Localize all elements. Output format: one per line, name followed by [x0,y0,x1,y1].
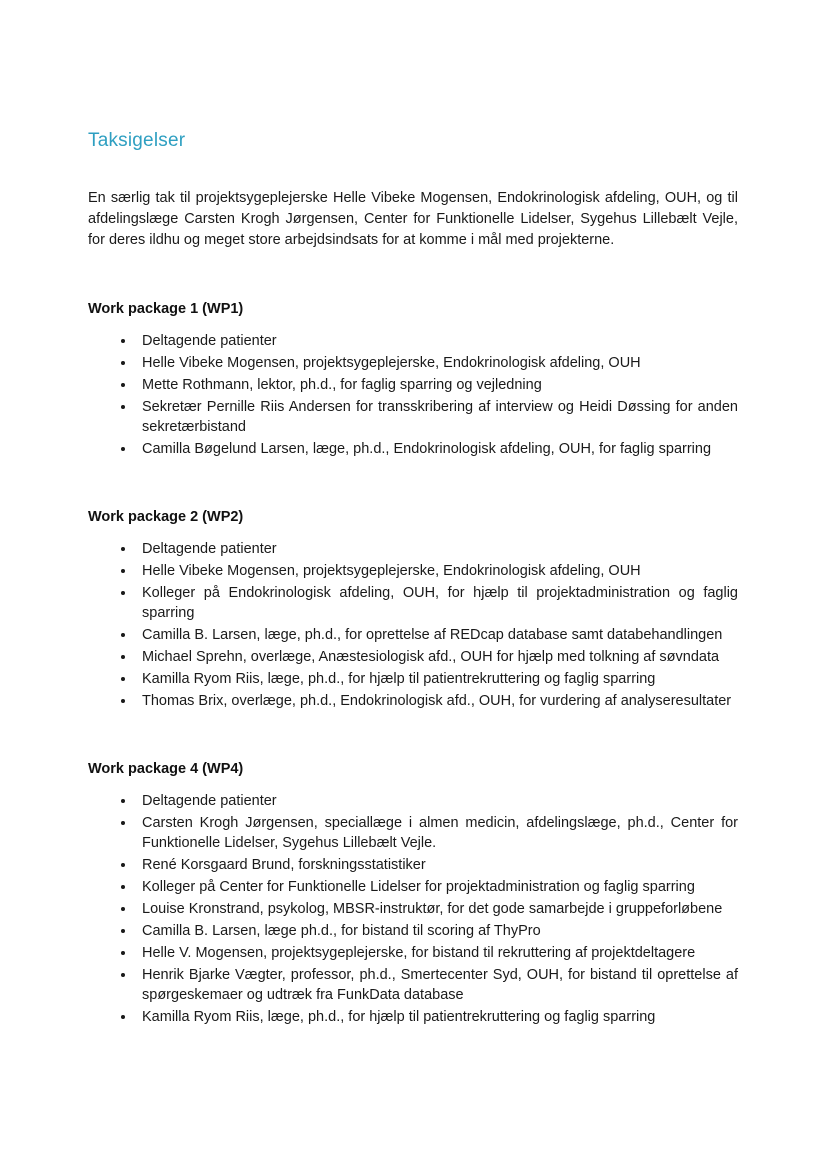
list-item: • Camilla B. Larsen, læge, ph.d., for oprettelse af REDcap database samt databehandlingen [136,625,738,645]
page-title: Taksigelser [88,130,186,151]
list-item: • Deltagende patienter [136,331,738,351]
list-item: • René Korsgaard Brund, forskningsstatistiker [136,855,738,875]
list-item: • Thomas Brix, overlæge, ph.d., Endokrinologisk afd., OUH, for vurdering af analyseresultater [136,691,738,711]
list-item: • Kamilla Ryom Riis, læge, ph.d., for hjælp til patientrekruttering og faglig sparring [136,669,738,689]
list-item: • Deltagende patienter [136,791,738,811]
section-wp1 [88,301,738,459]
list-item: • Michael Sprehn, overlæge, Anæstesiologisk afd., OUH for hjælp med tolkning af søvndata [136,647,738,667]
list-item: • Kamilla Ryom Riis, læge, ph.d., for hjælp til patientrekruttering og faglig sparring [136,1007,738,1027]
list-item: • Sekretær Pernille Riis Andersen for transskribering af interview og Heidi Døssing for anden sekretærbistand [136,397,738,437]
list-item: • Carsten Krogh Jørgensen, speciallæge i almen medicin, afdelingslæge, ph.d., Center for Funktionelle Lidelser, Sygehus Lillebælt Vejle. [136,813,738,853]
list-item: • Helle Vibeke Mogensen, projektsygeplejerske, Endokrinologisk afdeling, OUH [136,353,738,373]
list-item: • Camilla Bøgelund Larsen, læge, ph.d., Endokrinologisk afdeling, OUH, for faglig sparring [136,439,738,459]
list-item: • Camilla B. Larsen, læge ph.d., for bistand til scoring af ThyPro [136,921,738,941]
list-item: • Kolleger på Endokrinologisk afdeling, OUH, for hjælp til projektadministration og faglig sparring [136,583,738,623]
list-item: • Mette Rothmann, lektor, ph.d., for faglig sparring og vejledning [136,375,738,395]
section-wp2 [88,509,738,711]
list-item: • Helle V. Mogensen, projektsygeplejerske, for bistand til rekruttering af projektdeltagere [136,943,738,963]
bullet-list-wp4 [88,791,738,1027]
section-heading: Work package 4 (WP4) [88,761,244,777]
list-item: • Louise Kronstrand, psykolog, MBSR-instruktør, for det gode samarbejde i gruppeforløbene [136,899,738,919]
intro-paragraph: En særlig tak til projektsygeplejerske Helle Vibeke Mogensen, Endokrinologisk afdeling, OUH, og til afdelingslæge Carsten Krogh Jørgensen, Center for Funktionelle Lidelser, Sygehus Lillebælt Vejle, for deres ildhu og meget store arbejdsindsats for at komme i mål med projekterne. [88,190,738,248]
bullet-list-wp2 [88,539,738,711]
list-item: • Helle Vibeke Mogensen, projektsygeplejerske, Endokrinologisk afdeling, OUH [136,561,738,581]
list-item: • Henrik Bjarke Vægter, professor, ph.d., Smertecenter Syd, OUH, for bistand til oprettelse af spørgeskemaer og udtræk fra FunkData database [136,965,738,1005]
section-heading: Work package 2 (WP2) [88,509,244,525]
section-heading: Work package 1 (WP1) [88,301,244,317]
bullet-list-wp1 [88,331,738,459]
list-item: • Deltagende patienter [136,539,738,559]
list-item: • Kolleger på Center for Funktionelle Lidelser for projektadministration og faglig sparring [136,877,738,897]
section-wp4 [88,761,738,1027]
